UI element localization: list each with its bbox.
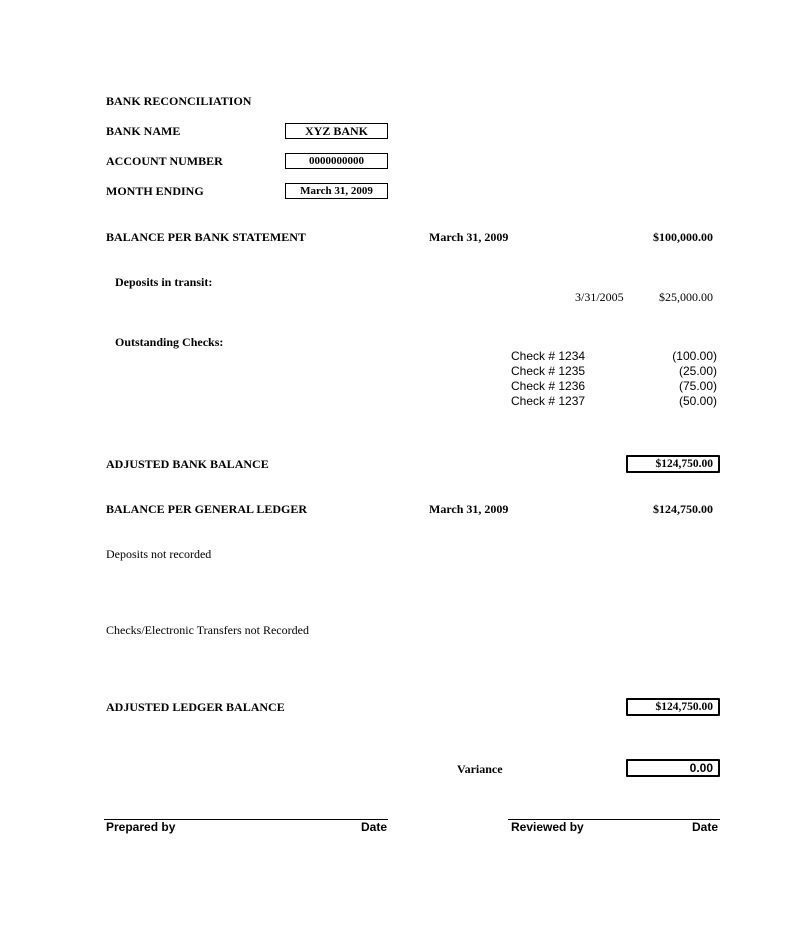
account-number-field[interactable] xyxy=(285,153,388,169)
reviewed-date-label: Date xyxy=(692,820,719,834)
account-number-value: 0000000000 xyxy=(309,155,364,167)
adjusted-bank-balance-field xyxy=(626,455,720,473)
general-ledger-date: March 31, 2009 xyxy=(429,502,509,516)
account-number-label: ACCOUNT NUMBER xyxy=(106,154,223,168)
adjusted-bank-balance-label: ADJUSTED BANK BALANCE xyxy=(106,457,269,471)
outstanding-checks-label: Outstanding Checks: xyxy=(115,335,224,349)
adjusted-ledger-balance-label: ADJUSTED LEDGER BALANCE xyxy=(106,700,285,714)
bank-statement-date: March 31, 2009 xyxy=(429,230,509,244)
outstanding-check-amount: (50.00) xyxy=(678,394,717,408)
deposits-not-recorded-label: Deposits not recorded xyxy=(106,547,212,561)
adjusted-ledger-balance-amount: $124,750.00 xyxy=(655,701,713,713)
variance-label: Variance xyxy=(457,762,503,776)
document-title: BANK RECONCILIATION xyxy=(106,94,252,108)
bank-name-field[interactable] xyxy=(285,123,388,139)
outstanding-check-amount: (25.00) xyxy=(678,364,717,378)
variance-amount: 0.00 xyxy=(689,761,713,775)
month-ending-field[interactable] xyxy=(285,183,388,199)
prepared-by-label: Prepared by xyxy=(106,820,176,834)
bank-name-label: BANK NAME xyxy=(106,124,181,138)
outstanding-check-number: Check # 1236 xyxy=(511,379,586,393)
checks-not-recorded-label: Checks/Electronic Transfers not Recorded xyxy=(106,623,309,637)
deposit-in-transit-date: 3/31/2005 xyxy=(575,290,624,304)
outstanding-check-number: Check # 1234 xyxy=(511,349,586,363)
general-ledger-label: BALANCE PER GENERAL LEDGER xyxy=(106,502,308,516)
outstanding-check-amount: (75.00) xyxy=(678,379,717,393)
variance-field xyxy=(626,759,720,777)
month-ending-value: March 31, 2009 xyxy=(300,185,373,197)
adjusted-ledger-balance-field xyxy=(626,698,720,716)
reviewed-by-label: Reviewed by xyxy=(511,820,584,834)
adjusted-bank-balance-amount: $124,750.00 xyxy=(655,458,713,470)
deposits-in-transit-label: Deposits in transit: xyxy=(115,275,213,289)
outstanding-check-number: Check # 1235 xyxy=(511,364,586,378)
outstanding-check-number: Check # 1237 xyxy=(511,394,586,408)
bank-statement-label: BALANCE PER BANK STATEMENT xyxy=(106,230,306,244)
prepared-date-label: Date xyxy=(361,820,388,834)
outstanding-check-amount: (100.00) xyxy=(672,349,717,363)
month-ending-label: MONTH ENDING xyxy=(106,184,204,198)
bank-name-value: XYZ BANK xyxy=(304,123,368,138)
deposit-in-transit-amount: $25,000.00 xyxy=(659,290,713,304)
general-ledger-amount: $124,750.00 xyxy=(653,502,713,516)
bank-statement-amount: $100,000.00 xyxy=(653,230,713,244)
